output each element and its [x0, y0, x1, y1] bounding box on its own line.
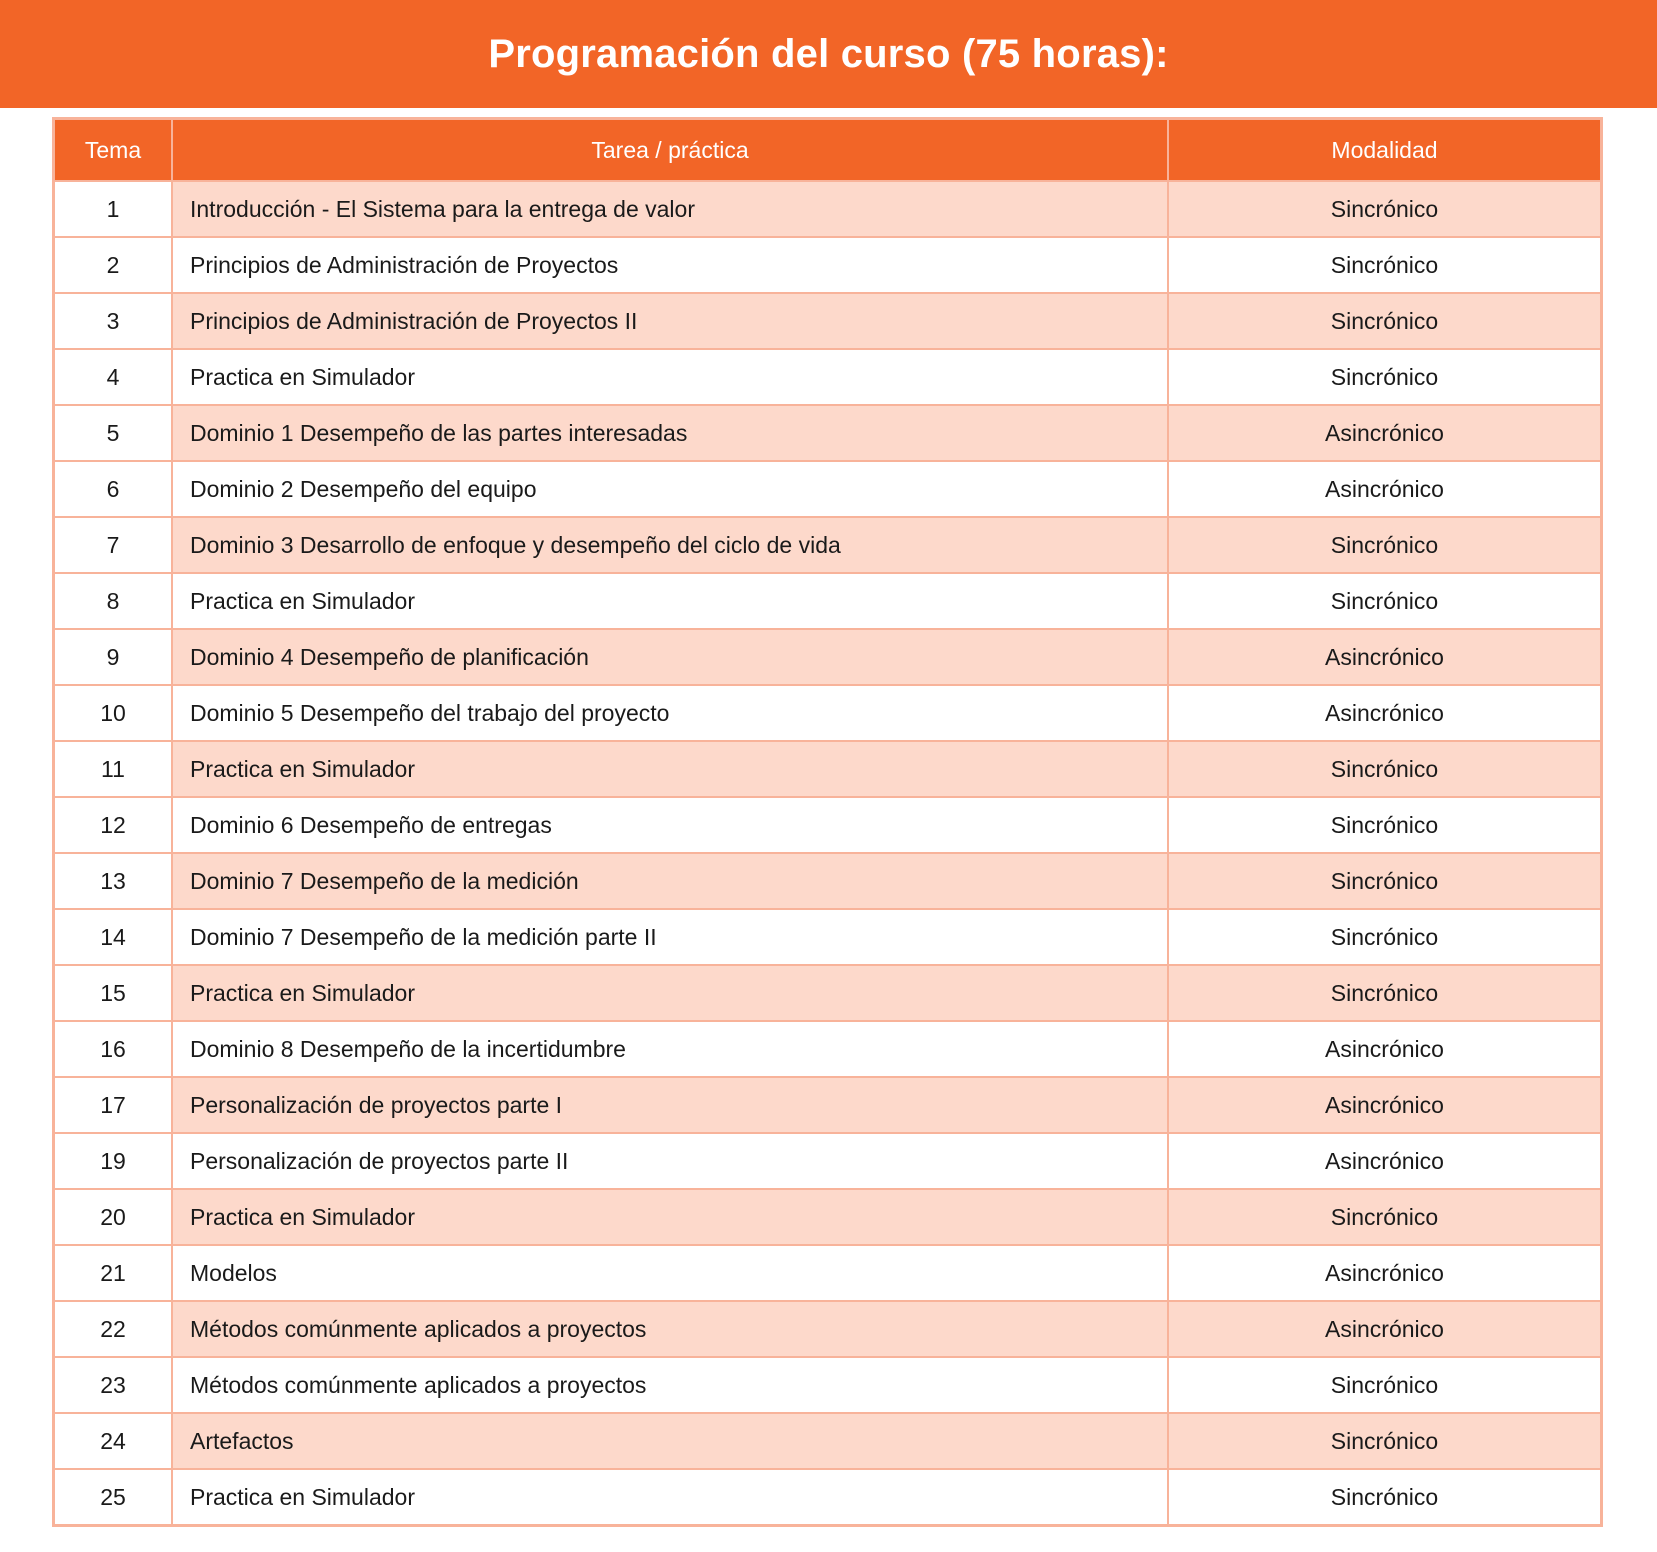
table-row [55, 181, 1600, 237]
row-task: Dominio 4 Desempeño de planificación [172, 629, 1168, 685]
row-number: 2 [55, 237, 172, 293]
table-row [55, 741, 1600, 797]
row-modality: Sincrónico [1168, 909, 1600, 965]
row-task: Dominio 5 Desempeño del trabajo del proyecto [172, 685, 1168, 741]
row-number: 16 [55, 1021, 172, 1077]
row-task: Practica en Simulador [172, 1189, 1168, 1245]
table-row [55, 573, 1600, 629]
row-modality: Sincrónico [1168, 741, 1600, 797]
row-modality: Sincrónico [1168, 797, 1600, 853]
row-number: 11 [55, 741, 172, 797]
row-modality: Sincrónico [1168, 853, 1600, 909]
table-header-row [55, 120, 1600, 181]
table-row [55, 1357, 1600, 1413]
row-task: Dominio 6 Desempeño de entregas [172, 797, 1168, 853]
table-row [55, 405, 1600, 461]
title-banner [0, 0, 1657, 108]
row-task: Personalización de proyectos parte I [172, 1077, 1168, 1133]
row-modality: Sincrónico [1168, 1413, 1600, 1469]
row-modality: Asincrónico [1168, 405, 1600, 461]
row-modality: Sincrónico [1168, 517, 1600, 573]
row-modality: Sincrónico [1168, 1189, 1600, 1245]
table-row [55, 1133, 1600, 1189]
row-task: Practica en Simulador [172, 741, 1168, 797]
table-row [55, 293, 1600, 349]
table-row [55, 1245, 1600, 1301]
row-number: 3 [55, 293, 172, 349]
page-title: Programación del curso (75 horas): [488, 31, 1169, 76]
table-row [55, 629, 1600, 685]
row-number: 1 [55, 181, 172, 237]
row-number: 10 [55, 685, 172, 741]
row-modality: Asincrónico [1168, 629, 1600, 685]
table-body [55, 181, 1600, 1524]
table-row [55, 1413, 1600, 1469]
row-number: 13 [55, 853, 172, 909]
table-row [55, 685, 1600, 741]
row-modality: Sincrónico [1168, 293, 1600, 349]
row-number: 14 [55, 909, 172, 965]
row-modality: Sincrónico [1168, 1469, 1600, 1524]
row-modality: Asincrónico [1168, 461, 1600, 517]
row-task: Dominio 2 Desempeño del equipo [172, 461, 1168, 517]
header-tarea: Tarea / práctica [172, 120, 1168, 181]
row-task: Principios de Administración de Proyectos II [172, 293, 1168, 349]
row-number: 15 [55, 965, 172, 1021]
row-task: Practica en Simulador [172, 349, 1168, 405]
header-tema: Tema [55, 120, 172, 181]
header-modalidad: Modalidad [1168, 120, 1600, 181]
row-number: 8 [55, 573, 172, 629]
row-modality: Sincrónico [1168, 181, 1600, 237]
row-task: Practica en Simulador [172, 573, 1168, 629]
row-number: 17 [55, 1077, 172, 1133]
row-modality: Asincrónico [1168, 1021, 1600, 1077]
row-number: 6 [55, 461, 172, 517]
row-task: Dominio 7 Desempeño de la medición parte II [172, 909, 1168, 965]
table-row [55, 1021, 1600, 1077]
row-number: 7 [55, 517, 172, 573]
table-row [55, 517, 1600, 573]
course-schedule-table [52, 117, 1603, 1527]
table-row [55, 965, 1600, 1021]
row-number: 20 [55, 1189, 172, 1245]
row-modality: Asincrónico [1168, 685, 1600, 741]
row-modality: Sincrónico [1168, 573, 1600, 629]
row-task: Métodos comúnmente aplicados a proyectos [172, 1301, 1168, 1357]
row-number: 9 [55, 629, 172, 685]
table-row [55, 853, 1600, 909]
row-task: Principios de Administración de Proyectos [172, 237, 1168, 293]
row-task: Modelos [172, 1245, 1168, 1301]
row-number: 12 [55, 797, 172, 853]
row-number: 24 [55, 1413, 172, 1469]
row-task: Dominio 1 Desempeño de las partes interesadas [172, 405, 1168, 461]
table-row [55, 1469, 1600, 1524]
row-task: Dominio 3 Desarrollo de enfoque y desempeño del ciclo de vida [172, 517, 1168, 573]
table-row [55, 1077, 1600, 1133]
table-row [55, 1301, 1600, 1357]
row-task: Introducción - El Sistema para la entrega de valor [172, 181, 1168, 237]
row-modality: Sincrónico [1168, 965, 1600, 1021]
row-modality: Asincrónico [1168, 1133, 1600, 1189]
row-modality: Sincrónico [1168, 237, 1600, 293]
row-number: 4 [55, 349, 172, 405]
row-modality: Sincrónico [1168, 1357, 1600, 1413]
table-row [55, 1189, 1600, 1245]
row-number: 19 [55, 1133, 172, 1189]
row-task: Dominio 8 Desempeño de la incertidumbre [172, 1021, 1168, 1077]
row-task: Artefactos [172, 1413, 1168, 1469]
row-task: Dominio 7 Desempeño de la medición [172, 853, 1168, 909]
row-modality: Sincrónico [1168, 349, 1600, 405]
table-row [55, 909, 1600, 965]
row-task: Practica en Simulador [172, 1469, 1168, 1524]
row-task: Métodos comúnmente aplicados a proyectos [172, 1357, 1168, 1413]
row-modality: Asincrónico [1168, 1077, 1600, 1133]
table-row [55, 237, 1600, 293]
row-task: Practica en Simulador [172, 965, 1168, 1021]
row-task: Personalización de proyectos parte II [172, 1133, 1168, 1189]
row-number: 5 [55, 405, 172, 461]
row-number: 23 [55, 1357, 172, 1413]
table-row [55, 461, 1600, 517]
row-number: 25 [55, 1469, 172, 1524]
table-row [55, 349, 1600, 405]
table-row [55, 797, 1600, 853]
row-modality: Asincrónico [1168, 1301, 1600, 1357]
row-number: 21 [55, 1245, 172, 1301]
row-number: 22 [55, 1301, 172, 1357]
row-modality: Asincrónico [1168, 1245, 1600, 1301]
